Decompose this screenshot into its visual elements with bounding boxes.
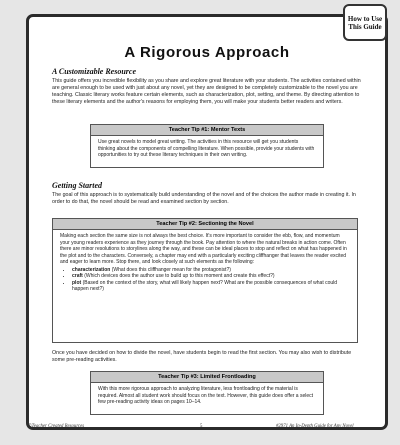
footer-copyright: ©Teacher Created Resources <box>28 424 85 429</box>
bullet-item <box>72 280 350 293</box>
bullet-desc: (Which devices does the author use to build up to this moment and create this effect?) <box>84 273 275 279</box>
section-heading-getting-started: Getting Started <box>52 181 103 190</box>
section-text-getting-started: The goal of this approach is to systematically build understanding of the novel and of the choices the author made in creating it. In order to do that, the novel should be read and examined section by section. <box>52 192 356 206</box>
tip-heading: Teacher Tip #2: Sectioning the Novel <box>53 219 357 230</box>
section-text-reading: Once you have decided on how to divide the novel, have students begin to read the first section. You may also wish to distribute some pre-reading activities. <box>52 350 352 364</box>
footer-book-title: #2971 An In-Depth Guide for Any Novel <box>276 424 354 429</box>
tip-heading: Teacher Tip #3: Limited Frontloading <box>91 372 323 383</box>
teacher-tip-2 <box>52 218 358 343</box>
teacher-tip-3 <box>90 371 324 415</box>
section-text-customizable: This guide offers you incredible flexibility as you share and explore great literature with your students. The activities contained within are general enough to be used with just about any novel, yet they are designed to be completely customizable to the novel you are teaching. Classic literary works feature certain elements, such as characterization, plot, setting, and theme. By directing attention to these literary elements and the author's reasons for employing them, you will make your students better readers and writers. <box>52 78 361 106</box>
tip-text: Use great novels to model great writing. The activities in this resource will get you students thinking about the components of compelling literature. When possible, provide your students with opportunities to try out these literary techniques in their own writing. <box>98 139 315 158</box>
bullet-desc: (Based on the context of the story, what will likely happen next? What are the possible consequences of what could happen next?) <box>72 279 338 292</box>
page-title: A Rigorous Approach <box>124 44 290 61</box>
tip-bullet-list <box>60 267 350 293</box>
bullet-desc: (What does this cliffhanger mean for the protagonist?) <box>111 266 231 273</box>
footer-page-number: 5 <box>200 424 203 429</box>
bullet-term: characterization <box>72 266 111 273</box>
tip-body <box>53 230 357 296</box>
teacher-tip-1 <box>90 124 324 168</box>
section-heading-customizable: A Customizable Resource <box>52 67 137 76</box>
tip-text: With this more rigorous approach to analyzing literature, less frontloading of the material is required. Almost all student work should focus on the text. However, this guide does offer a select few pre-reading activity ideas on pages 10–14. <box>98 386 314 405</box>
bullet-term: craft <box>72 273 83 279</box>
section-tab <box>343 4 387 41</box>
tab-label: How to Use This Guide <box>347 15 383 31</box>
bullet-term: plot <box>72 279 82 286</box>
tip-heading: Teacher Tip #1: Mentor Texts <box>91 125 323 136</box>
tip-text: Making each section the same size is not always the best choice. It's more important to consider the ebb, flow, and momentum your young readers experience as they journey through the book. Pay attention to where the natural breaks in action come. Often there are minor resolutions to storylines along the way, and these can be ideal places to stop and reflect on what has happened in the plot and to the characters. Conversely, a chapter may end with a particularly exciting cliffhanger that leaves the reader excited and eager to learn more. Stop there, and look closely at such elements as the following: <box>60 233 347 265</box>
